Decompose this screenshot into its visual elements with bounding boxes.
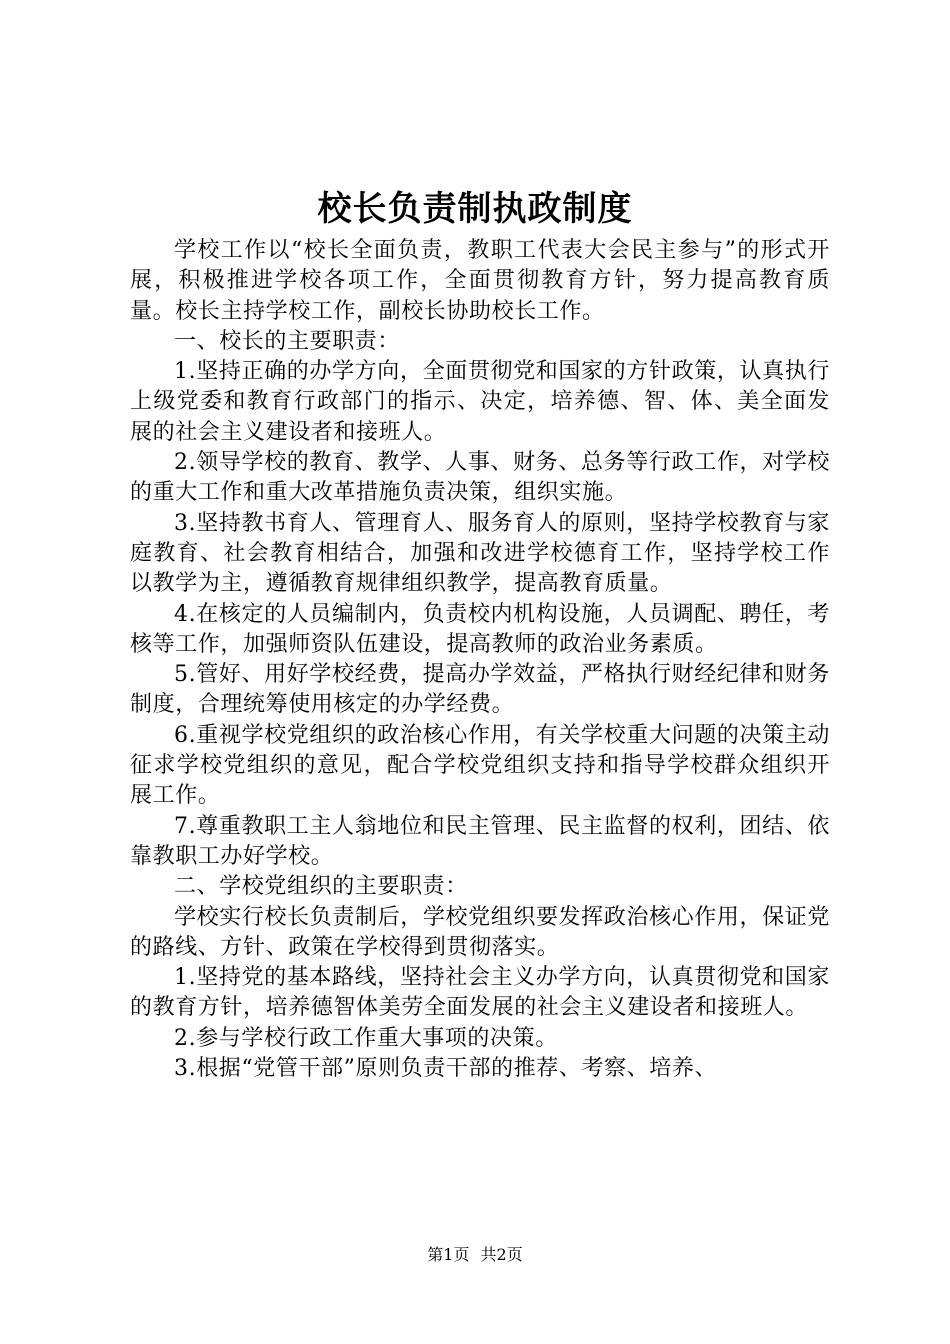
document-title: 校长负责制执政制度 [317, 189, 633, 229]
section-heading-principal-duties: 一、校长的主要职责： [174, 328, 401, 354]
paragraph-principal-duty-7: 7.尊重教职工主人翁地位和民主管理、民主监督的权利，团结、依靠教职工办好学校。 [130, 813, 830, 869]
paragraph-principal-duty-1: 1.坚持正确的办学方向，全面贯彻党和国家的方针政策，认真执行上级党委和教育行政部门的指示、决定，培养德、智、体、美全面发展的社会主义建设者和接班人。 [130, 359, 830, 445]
paragraph-party-duty-1: 1.坚持党的基本路线，坚持社会主义办学方向，认真贯彻党和国家的教育方针，培养德智体美劳全面发展的社会主义建设者和接班人。 [130, 965, 830, 1021]
paragraph-party-intro: 学校实行校长负责制后，学校党组织要发挥政治核心作用，保证党的路线、方针、政策在学校得到贯彻落实。 [130, 904, 830, 960]
paragraph-party-duty-2: 2.参与学校行政工作重大事项的决策。 [174, 1025, 558, 1051]
paragraph-principal-duty-5: 5.管好、用好学校经费，提高办学效益，严格执行财经纪律和财务制度，合理统筹使用核定的办学经费。 [130, 662, 830, 718]
paragraph-intro: 学校工作以“校长全面负责，教职工代表大会民主参与”的形式开展，积极推进学校各项工作，全面贯彻教育方针，努力提高教育质量。校长主持学校工作，副校长协助校长工作。 [130, 238, 830, 324]
current-page-number: 第1页 [427, 1245, 470, 1264]
paragraph-party-duty-3: 3.根据“党管干部”原则负责干部的推荐、考察、培养、 [174, 1056, 718, 1082]
paragraph-principal-duty-4: 4.在核定的人员编制内，负责校内机构设施，人员调配、聘任，考核等工作，加强师资队伍建设，提高教师的政治业务素质。 [130, 601, 830, 657]
paragraph-principal-duty-6: 6.重视学校党组织的政治核心作用，有关学校重大问题的决策主动征求学校党组织的意见，配合学校党组织支持和指导学校群众组织开展工作。 [130, 722, 830, 809]
paragraph-principal-duty-3: 3.坚持教书育人、管理育人、服务育人的原则，坚持学校教育与家庭教育、社会教育相结合，加强和改进学校德育工作，坚持学校工作以教学为主，遵循教育规律组织教学，提高教育质量。 [130, 510, 830, 597]
paragraph-principal-duty-2: 2.领导学校的教育、教学、人事、财务、总务等行政工作，对学校的重大工作和重大改革措施负责决策，组织实施。 [130, 450, 830, 506]
section-heading-party-duties: 二、学校党组织的主要职责： [174, 874, 468, 900]
page-footer [0, 1243, 950, 1267]
document-body [130, 236, 830, 1084]
total-page-count: 共2页 [480, 1245, 523, 1264]
